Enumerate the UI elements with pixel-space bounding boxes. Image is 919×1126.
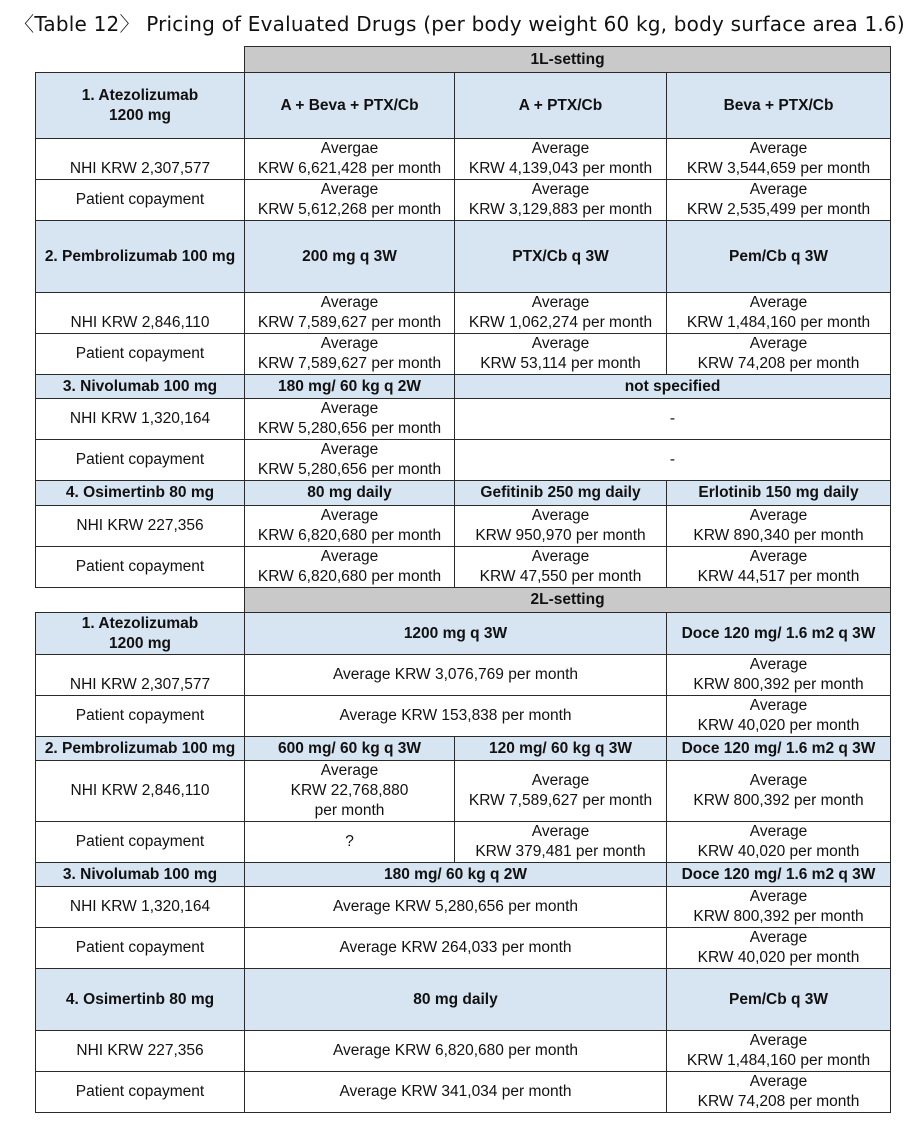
price-cell: Average KRW 5,612,268 per month [245,180,455,221]
copay-row [36,822,891,863]
table-title: 〈Table 12〉 Pricing of Evaluated Drugs (per body weight 60 kg, body surface area 1.6) [14,12,905,36]
drug-header-row [36,375,891,399]
copay-row [36,334,891,375]
regimen-header: Gefitinib 250 mg daily [455,481,667,506]
regimen-header: Doce 120 mg/ 1.6 m2 q 3W [667,863,891,887]
price-cell: Average KRW 7,589,627 per month [245,334,455,375]
price-cell: Average KRW 22,768,880 per month [245,761,455,822]
regimen-header: 600 mg/ 60 kg q 3W [245,737,455,761]
price-cell: Average KRW 2,535,499 per month [667,180,891,221]
price-cell: Average KRW 74,208 per month [667,1072,891,1113]
drug-header-row [36,613,891,655]
nhi-row [36,887,891,928]
price-cell: Average KRW 153,838 per month [245,696,667,737]
nhi-label: NHI KRW 1,320,164 [36,887,245,928]
copay-label: Patient copayment [36,1072,245,1113]
nhi-label: NHI KRW 2,846,110 [36,293,245,334]
nhi-row [36,399,891,440]
price-cell: Average KRW 3,076,769 per month [245,655,667,696]
copay-row [36,180,891,221]
price-cell: Average KRW 1,484,160 per month [667,293,891,334]
price-cell: - [455,440,891,481]
price-cell: Avergae KRW 6,621,428 per month [245,139,455,180]
setting-header-row [36,47,891,73]
price-cell: Average KRW 5,280,656 per month [245,887,667,928]
copay-row [36,696,891,737]
copay-label: Patient copayment [36,696,245,737]
nhi-label: NHI KRW 2,307,577 [36,655,245,696]
nhi-row [36,1031,891,1072]
copay-row [36,928,891,969]
drug-header-row [36,481,891,506]
drug-name-nivolumab: 3. Nivolumab 100 mg [36,375,245,399]
price-cell: Average KRW 40,020 per month [667,928,891,969]
nhi-row [36,293,891,334]
price-cell: Average KRW 341,034 per month [245,1072,667,1113]
copay-label: Patient copayment [36,180,245,221]
copay-label: Patient copayment [36,547,245,588]
price-cell: Average KRW 74,208 per month [667,334,891,375]
price-cell: Average KRW 3,544,659 per month [667,139,891,180]
drug-header-row [36,969,891,1031]
regimen-header: PTX/Cb q 3W [455,221,667,293]
regimen-header: Pem/Cb q 3W [667,969,891,1031]
setting-header-row [36,588,891,613]
regimen-header: Beva + PTX/Cb [667,73,891,139]
price-cell: Average KRW 6,820,680 per month [245,1031,667,1072]
price-cell: Average KRW 40,020 per month [667,696,891,737]
regimen-header: 180 mg/ 60 kg q 2W [245,375,455,399]
drug-name-atezolizumab: 1. Atezolizumab 1200 mg [36,73,245,139]
copay-row [36,440,891,481]
price-cell: Average KRW 44,517 per month [667,547,891,588]
nhi-label: NHI KRW 1,320,164 [36,399,245,440]
regimen-header: Erlotinib 150 mg daily [667,481,891,506]
drug-name-osimertinib: 4. Osimertinb 80 mg [36,481,245,506]
drug-name-atezolizumab: 1. Atezolizumab 1200 mg [36,613,245,655]
price-cell: Average KRW 3,129,883 per month [455,180,667,221]
regimen-header: Pem/Cb q 3W [667,221,891,293]
drug-header-row [36,863,891,887]
regimen-header: not specified [455,375,891,399]
copay-label: Patient copayment [36,440,245,481]
drug-header-row [36,737,891,761]
regimen-header: 1200 mg q 3W [245,613,667,655]
price-cell: Average KRW 7,589,627 per month [245,293,455,334]
nhi-label: NHI KRW 2,307,577 [36,139,245,180]
nhi-row [36,655,891,696]
copay-row [36,1072,891,1113]
regimen-header: 80 mg daily [245,481,455,506]
setting-header-2l: 2L-setting [245,588,891,613]
price-cell: Average KRW 1,484,160 per month [667,1031,891,1072]
price-cell: Average KRW 950,970 per month [455,506,667,547]
price-cell: Average KRW 1,062,274 per month [455,293,667,334]
copay-row [36,547,891,588]
regimen-header: 200 mg q 3W [245,221,455,293]
price-cell: ? [245,822,455,863]
drug-name-pembrolizumab: 2. Pembrolizumab 100 mg [36,737,245,761]
drug-name-nivolumab: 3. Nivolumab 100 mg [36,863,245,887]
pricing-table [35,46,891,1113]
price-cell: Average KRW 5,280,656 per month [245,440,455,481]
drug-name-pembrolizumab: 2. Pembrolizumab 100 mg [36,221,245,293]
regimen-header: A + Beva + PTX/Cb [245,73,455,139]
price-cell: Average KRW 47,550 per month [455,547,667,588]
regimen-header: A + PTX/Cb [455,73,667,139]
nhi-row [36,139,891,180]
regimen-header: 180 mg/ 60 kg q 2W [245,863,667,887]
price-cell: Average KRW 40,020 per month [667,822,891,863]
nhi-label: NHI KRW 227,356 [36,506,245,547]
setting-header-1l: 1L-setting [245,47,891,73]
regimen-header: Doce 120 mg/ 1.6 m2 q 3W [667,613,891,655]
drug-name-osimertinib: 4. Osimertinb 80 mg [36,969,245,1031]
price-cell: Average KRW 7,589,627 per month [455,761,667,822]
copay-label: Patient copayment [36,822,245,863]
price-cell: Average KRW 5,280,656 per month [245,399,455,440]
price-cell: Average KRW 800,392 per month [667,761,891,822]
regimen-header: 80 mg daily [245,969,667,1031]
price-cell: Average KRW 6,820,680 per month [245,547,455,588]
price-cell: Average KRW 379,481 per month [455,822,667,863]
price-cell: Average KRW 890,340 per month [667,506,891,547]
copay-label: Patient copayment [36,334,245,375]
drug-header-row [36,73,891,139]
nhi-row [36,506,891,547]
nhi-label: NHI KRW 227,356 [36,1031,245,1072]
price-cell: - [455,399,891,440]
price-cell: Average KRW 800,392 per month [667,887,891,928]
empty-cell [36,47,245,73]
price-cell: Average KRW 6,820,680 per month [245,506,455,547]
empty-cell [36,588,245,613]
copay-label: Patient copayment [36,928,245,969]
nhi-row [36,761,891,822]
drug-header-row [36,221,891,293]
regimen-header: Doce 120 mg/ 1.6 m2 q 3W [667,737,891,761]
price-cell: Average KRW 53,114 per month [455,334,667,375]
regimen-header: 120 mg/ 60 kg q 3W [455,737,667,761]
price-cell: Average KRW 4,139,043 per month [455,139,667,180]
price-cell: Average KRW 264,033 per month [245,928,667,969]
nhi-label: NHI KRW 2,846,110 [36,761,245,822]
price-cell: Average KRW 800,392 per month [667,655,891,696]
